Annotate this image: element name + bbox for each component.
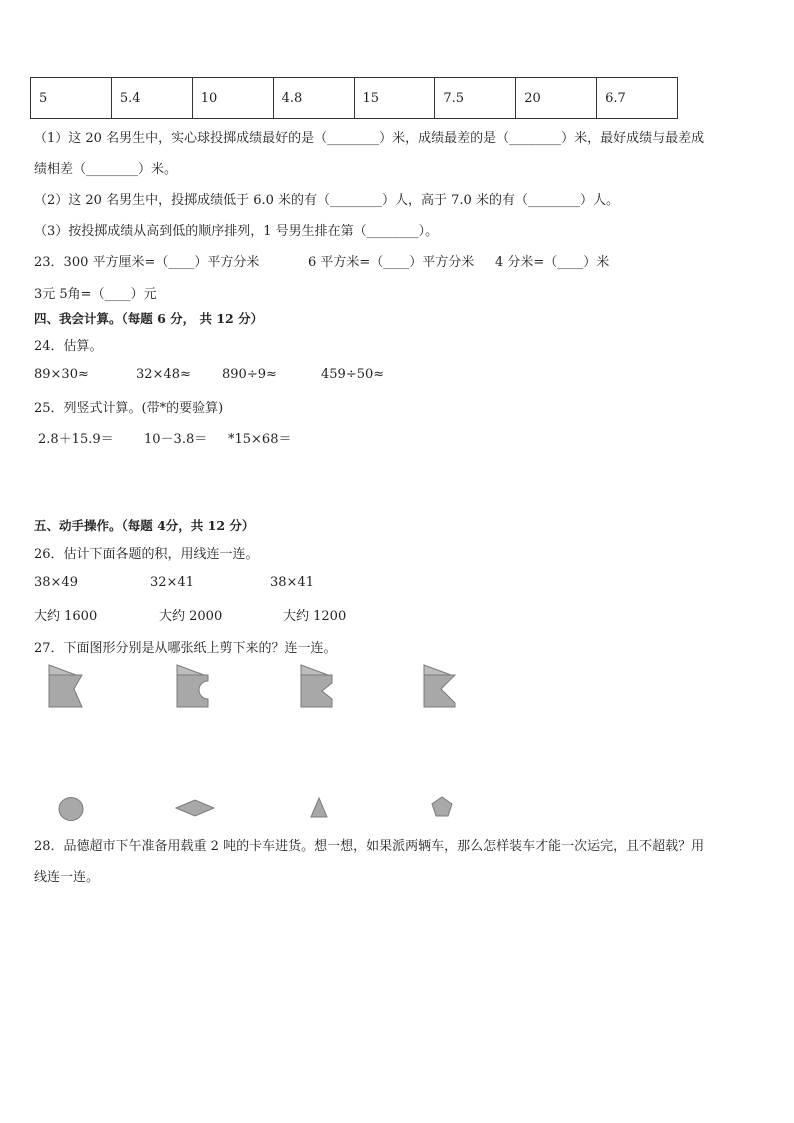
q25-item: 10－3.8＝ xyxy=(144,432,208,447)
q22-part3: （3）按投掷成绩从高到低的顺序排列，1 号男生排在第（________）。 xyxy=(34,224,439,239)
q26-estimate: 大约 1200 xyxy=(283,609,347,624)
table-cell: 6.7 xyxy=(597,78,678,119)
pentagon-shape xyxy=(429,795,455,819)
q24-item: 890÷9≈ xyxy=(222,367,277,382)
q22-part2: （2）这 20 名男生中，投掷成绩低于 6.0 米的有（________）人，高于 7.0 米的有（________）人。 xyxy=(34,193,619,208)
q22-part1-line1: （1）这 20 名男生中，实心球投掷成绩最好的是（________）米，成绩最差的是（________）米，最好成绩与最差成 xyxy=(34,131,705,146)
triangle-shape xyxy=(308,796,330,820)
q25-item: *15×68＝ xyxy=(228,432,292,447)
q25-title: 25．列竖式计算。(带*的要验算) xyxy=(34,401,224,416)
cut-paper-shape-3 xyxy=(298,663,338,709)
table-cell: 4.8 xyxy=(273,78,354,119)
q24-item: 89×30≈ xyxy=(34,367,89,382)
q27-title: 27．下面图形分别是从哪张纸上剪下来的？连一连。 xyxy=(34,641,337,656)
q26-product: 38×41 xyxy=(270,575,314,590)
q26-estimate: 大约 1600 xyxy=(34,609,98,624)
q23-item-2: 6 平方米=（____）平方分米 xyxy=(308,255,475,270)
q24-title: 24．估算。 xyxy=(34,339,103,354)
rhombus-shape xyxy=(174,798,216,818)
q26-product: 32×41 xyxy=(150,575,194,590)
q22-part1-line2: 绩相差（________）米。 xyxy=(34,162,178,177)
cut-paper-shape-1 xyxy=(46,663,86,709)
cut-paper-shape-2 xyxy=(174,663,214,709)
table-cell: 5 xyxy=(31,78,112,119)
throw-results-table xyxy=(30,77,678,119)
q23-item-1: 23．300 平方厘米=（____）平方分米 xyxy=(34,255,260,270)
section-5-heading: 五、动手操作。（每题 4分，共 12 分） xyxy=(34,518,255,533)
table-cell: 20 xyxy=(516,78,597,119)
table-cell: 15 xyxy=(354,78,435,119)
table-cell: 7.5 xyxy=(435,78,516,119)
q24-item: 32×48≈ xyxy=(136,367,191,382)
cut-paper-shape-4 xyxy=(421,663,461,709)
q23-item-3: 4 分米=（____）米 xyxy=(495,255,610,270)
q26-product: 38×49 xyxy=(34,575,78,590)
table-cell: 5.4 xyxy=(111,78,192,119)
q28-line2: 线连一连。 xyxy=(34,870,100,885)
q25-item: 2.8＋15.9＝ xyxy=(38,432,114,447)
q28-line1: 28．品德超市下午准备用载重 2 吨的卡车进货。想一想，如果派两辆车，那么怎样装车才能一次运完，且不超载？用 xyxy=(34,839,705,854)
q26-estimate: 大约 2000 xyxy=(159,609,223,624)
circle-shape xyxy=(56,795,86,823)
table-cell: 10 xyxy=(192,78,273,119)
section-4-heading: 四、我会计算。（每题 6 分， 共 12 分） xyxy=(34,311,264,326)
q24-item: 459÷50≈ xyxy=(321,367,385,382)
q23-line2: 3元 5角=（____）元 xyxy=(34,287,157,302)
table-row xyxy=(31,78,678,119)
q26-title: 26．估计下面各题的积，用线连一连。 xyxy=(34,547,259,562)
